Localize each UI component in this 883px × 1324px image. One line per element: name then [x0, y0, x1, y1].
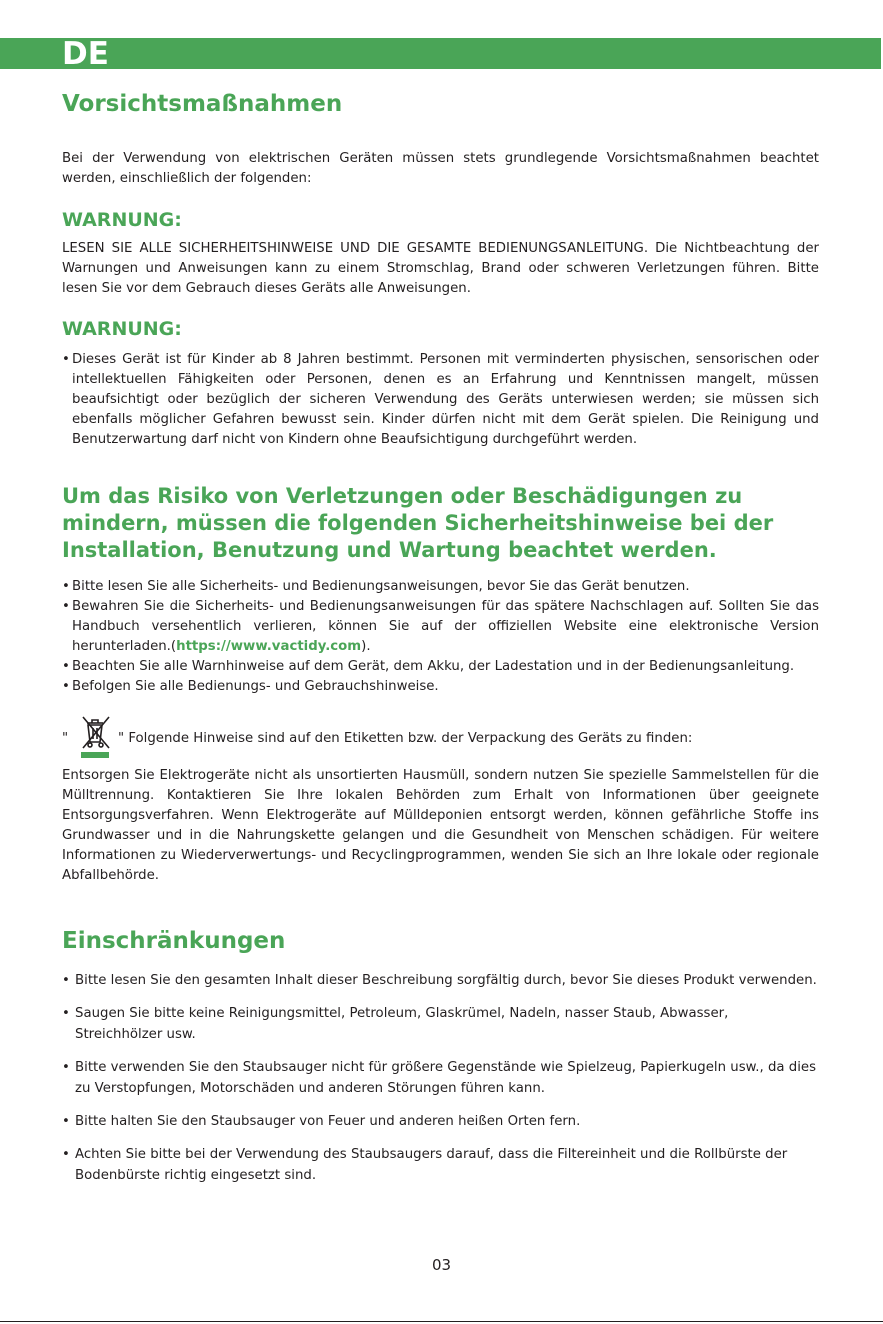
- bottom-divider: [0, 1321, 883, 1322]
- safety-title: Um das Risiko von Verletzungen oder Beschädigungen zu mindern, müssen die folgenden Sicherheitshinweise bei der Installation, Benutzung und Wartung beachtet werden.: [62, 484, 774, 562]
- safety-bullet-4: • Befolgen Sie alle Bedienungs- und Gebrauchshinweise.: [62, 677, 819, 697]
- disposal-text: Entsorgen Sie Elektrogeräte nicht als unsortierten Hausmüll, sondern nutzen Sie spezielle Sammelstellen für die Mülltrennung. Kontaktieren Sie Ihre lokalen Behörden zum Erhalt von Informationen über geeignete Entsorgungsverfahren. Wenn Elektrogeräte auf Mülldeponien entsorgt werden, können gefährliche Stoffe ins Grundwasser und in die Nahrungskette gelangen und die Gesundheit von Menschen schädigen. Für weitere Informationen zu Wiederverwertungs- und Recyclingprogrammen, wenden Sie sich an Ihre lokale oder regionale Abfallbehörde.: [62, 768, 819, 883]
- warning-2-text: • Dieses Gerät ist für Kinder ab 8 Jahren bestimmt. Personen mit verminderten physischen, sensorischen oder intellektuellen Fähigkeiten oder Personen, denen es an Erfahrung und Kenntnissen mangelt, müssen beaufsichtigt oder bezüglich der sicheren Verwendung des Geräts unterwiesen werden; sie müssen sich ebenfalls möglicher Gefahren bewusst sein. Kinder dürfen nicht mit dem Gerät spielen. Die Reinigung und Benutzerwartung darf nicht von Kindern ohne Beaufsichtigung durchgeführt werden.: [62, 350, 819, 450]
- limitations-title: Einschränkungen: [62, 928, 286, 954]
- precautions-title: Vorsichtsmaßnahmen: [62, 91, 343, 117]
- disposal-label: " Folgende Hinweise sind auf den Etiketten bzw. der Verpackung des Geräts zu finden:: [118, 731, 693, 746]
- safety-bullet-3: • Beachten Sie alle Warnhinweise auf dem Gerät, dem Akku, der Ladestation und in der Bedienungsanleitung.: [62, 657, 819, 677]
- limitations-list: [62, 970, 819, 1186]
- crossed-out-wheelie-bin-icon: [76, 712, 114, 760]
- list-item: • Bitte halten Sie den Staubsauger von Feuer und anderen heißen Orten fern.: [62, 1111, 819, 1132]
- safety-bullet-1: • Bitte lesen Sie alle Sicherheits- und Bedienungsanweisungen, bevor Sie das Gerät benutzen.: [62, 577, 819, 597]
- list-item: • Saugen Sie bitte keine Reinigungsmittel, Petroleum, Glaskrümel, Nadeln, nasser Staub, Abwasser, Streichhölzer usw.: [62, 1003, 819, 1045]
- warning-1-text: LESEN SIE ALLE SICHERHEITSHINWEISE UND DIE GESAMTE BEDIENUNGSANLEITUNG. Die Nichtbeachtung der Warnungen und Anweisungen kann zu einem Stromschlag, Brand oder schweren Verletzungen führen. Bitte lesen Sie vor dem Gebrauch dieses Geräts alle Anweisungen.: [62, 241, 819, 296]
- language-code: DE: [62, 36, 109, 72]
- precautions-intro: Bei der Verwendung von elektrischen Geräten müssen stets grundlegende Vorsichtsmaßnahmen beachtet werden, einschließlich der folgenden:: [62, 151, 819, 186]
- quote-open: ": [62, 731, 69, 746]
- warning-2-list: [62, 350, 819, 450]
- safety-list: [62, 577, 819, 697]
- page-number: 03: [431, 1256, 452, 1274]
- safety-bullet-2-text: Bewahren Sie die Sicherheits- und Bedienungsanweisungen für das spätere Nachschlagen auf. Sollten Sie das Handbuch versehentlich verlieren, können Sie auf der offiziellen Website eine elektronische Version herunterladen.(: [72, 599, 819, 654]
- list-item: • Achten Sie bitte bei der Verwendung des Staubsaugers darauf, dass die Filtereinheit und die Rollbürste der Bodenbürste richtig eingesetzt sind.: [62, 1144, 819, 1186]
- website-link[interactable]: https://www.vactidy.com: [176, 639, 362, 654]
- safety-bullet-2-end: ).: [361, 639, 371, 654]
- list-item: • Bitte verwenden Sie den Staubsauger nicht für größere Gegenstände wie Spielzeug, Papierkugeln usw., da dies zu Verstopfungen, Motorschäden und anderen Störungen führen kann.: [62, 1057, 819, 1099]
- list-item: • Bitte lesen Sie den gesamten Inhalt dieser Beschreibung sorgfältig durch, bevor Sie dieses Produkt verwenden.: [62, 970, 819, 991]
- disposal-symbol-row: [62, 712, 819, 762]
- language-band: [0, 38, 881, 69]
- warning-2-title: WARNUNG:: [62, 318, 182, 340]
- warning-1-title: WARNUNG:: [62, 209, 182, 231]
- safety-bullet-2: [62, 597, 819, 657]
